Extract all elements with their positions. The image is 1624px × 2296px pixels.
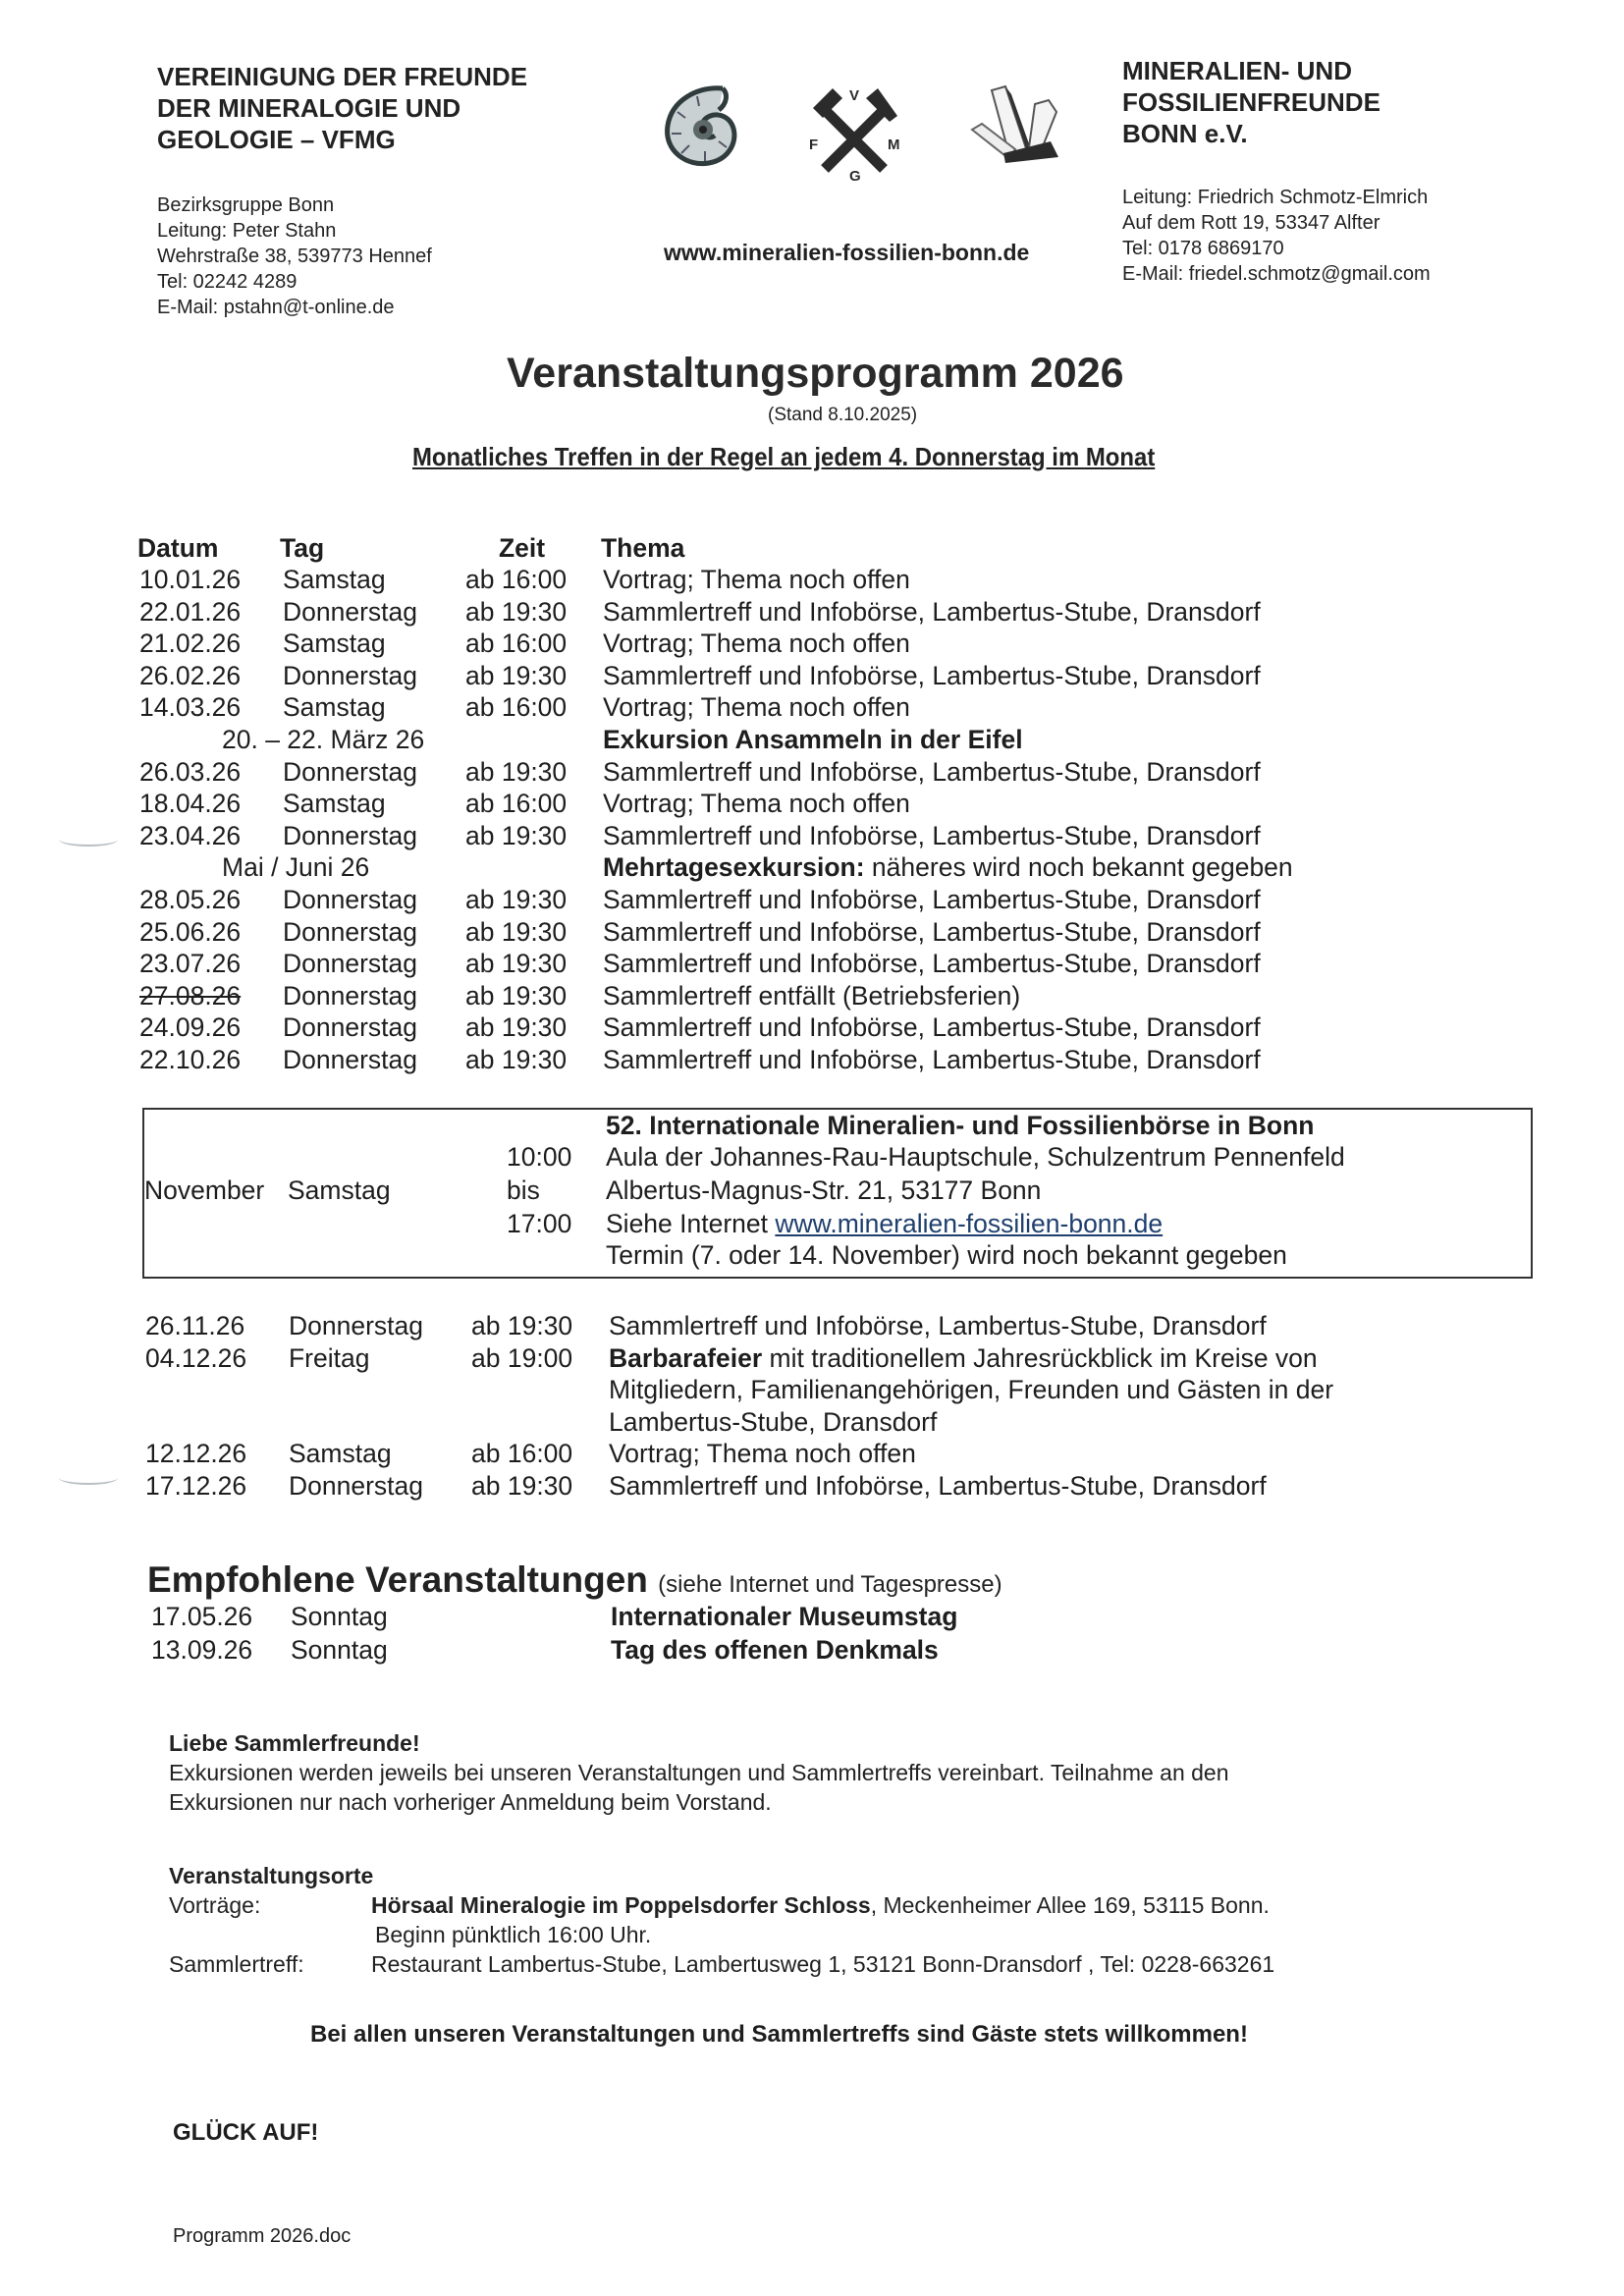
right-org-title-line: BONN e.V. — [1122, 119, 1248, 148]
left-org-email: E-Mail: pstahn@t-online.de — [157, 297, 395, 318]
row-topic — [609, 1470, 1267, 1502]
row-topic-continuation: Lambertus-Stube, Dransdorf — [609, 1406, 938, 1437]
left-org-leader: Leitung: Peter Stahn — [157, 220, 337, 242]
boerse-title: 52. Internationale Mineralien- und Fossilienbörse in Bonn — [606, 1111, 1315, 1140]
row-topic-bold: Barbarafeier — [609, 1342, 763, 1373]
venues-title: Veranstaltungsorte — [169, 1863, 374, 1888]
header-website[interactable]: www.mineralien-fossilien-bonn.de — [664, 240, 1030, 265]
recommended-day: Sonntag — [291, 1602, 388, 1631]
venues-meet-label: Sammlertreff: — [169, 1951, 304, 1977]
row-date: 26.03.26 — [139, 756, 242, 787]
hammer-letter-f: F — [809, 137, 819, 153]
row-topic-text: Sammlertreff und Infobörse, Lambertus-Stube, Dransdorf — [603, 916, 1261, 947]
row-date: 04.12.26 — [145, 1342, 247, 1373]
row-topic-text: Vortrag; Thema noch offen — [603, 692, 910, 723]
left-org-address — [157, 192, 432, 320]
venues-lectures-address: , Meckenheimer Allee 169, 53115 Bonn. — [870, 1892, 1270, 1918]
row-date: 21.02.26 — [139, 629, 242, 659]
page-subtitle: Monatliches Treffen in der Regel an jedem 4. Donnerstag im Monat — [412, 442, 1156, 471]
row-day: Donnerstag — [283, 916, 418, 947]
recommended-date: 13.09.26 — [151, 1635, 253, 1665]
boerse-internet-prefix: Siehe Internet — [606, 1209, 776, 1238]
hammer-letter-v: V — [849, 87, 860, 104]
row-day: Samstag — [283, 692, 386, 723]
row-topic — [603, 660, 1261, 691]
row-day: Freitag — [289, 1342, 370, 1373]
notice — [169, 1728, 1229, 1817]
row-date: 10.01.26 — [139, 565, 242, 594]
row-date: 17.12.26 — [145, 1470, 247, 1501]
recommended-title — [147, 1559, 1002, 1601]
row-topic-text: näheres wird noch bekannt gegeben — [864, 852, 1293, 883]
row-topic-text: Sammlertreff und Infobörse, Lambertus-Stube, Dransdorf — [603, 1012, 1261, 1043]
left-org-phone: Tel: 02242 4289 — [157, 271, 298, 293]
row-topic — [603, 724, 1023, 755]
row-date: Mai / Juni 26 — [222, 852, 370, 883]
right-org-phone: Tel: 0178 6869170 — [1122, 238, 1284, 259]
row-time: ab 19:30 — [465, 885, 568, 914]
row-date: 25.06.26 — [139, 916, 242, 947]
row-topic-text: mit traditionellem Jahresrückblick im Kreise von — [762, 1342, 1318, 1373]
row-time: ab 19:30 — [465, 820, 568, 850]
header-time: Zeit — [499, 533, 546, 563]
row-topic-text: Vortrag; Thema noch offen — [603, 565, 910, 594]
status-date: (Stand 8.10.2025) — [768, 405, 918, 425]
row-time: ab 16:00 — [465, 789, 568, 819]
footer-filename: Programm 2026.doc — [173, 2225, 352, 2247]
right-org-address — [1122, 185, 1431, 287]
farewell: GLÜCK AUF! — [173, 2119, 319, 2146]
row-date: 14.03.26 — [139, 692, 242, 723]
row-topic-text: Sammlertreff und Infobörse, Lambertus-Stube, Dransdorf — [609, 1470, 1267, 1501]
row-topic — [603, 564, 910, 595]
row-time: ab 19:30 — [465, 949, 568, 979]
venues-meet-text: Restaurant Lambertus-Stube, Lambertusweg 1, 53121 Bonn-Dransdorf , Tel: 0228-663261 — [371, 1951, 1275, 1977]
boerse-date-note: Termin (7. oder 14. November) wird noch bekannt gegeben — [606, 1240, 1287, 1270]
recommended-event: Tag des offenen Denkmals — [611, 1635, 939, 1665]
row-date: 18.04.26 — [139, 789, 242, 819]
row-date: 22.01.26 — [139, 596, 242, 627]
row-topic — [603, 980, 1020, 1011]
row-day: Donnerstag — [283, 596, 418, 627]
boerse-internet — [606, 1208, 1163, 1239]
row-topic — [609, 1438, 916, 1469]
venues-lectures-place: Hörsaal Mineralogie im Poppelsdorfer Schloss — [371, 1892, 871, 1918]
row-day: Samstag — [283, 789, 386, 819]
recommended-note: (siehe Internet und Tagespresse) — [658, 1571, 1002, 1598]
left-org-title-line: VEREINIGUNG DER FREUNDE — [157, 62, 528, 91]
page-title: Veranstaltungsprogramm 2026 — [507, 350, 1124, 397]
crossed-hammers-icon — [807, 86, 901, 181]
header-topic: Thema — [601, 533, 685, 563]
ammonite-icon — [658, 82, 748, 169]
row-time: ab 16:00 — [465, 629, 568, 659]
scan-mark — [59, 1471, 118, 1485]
boerse-date: November — [144, 1175, 265, 1205]
row-topic-text: Sammlertreff und Infobörse, Lambertus-Stube, Dransdorf — [603, 1045, 1261, 1074]
row-topic — [603, 628, 910, 659]
right-org-street: Auf dem Rott 19, 53347 Alfter — [1122, 212, 1380, 234]
recommended-heading: Empfohlene Veranstaltungen — [147, 1559, 648, 1600]
row-topic — [603, 788, 910, 819]
row-topic-text: Vortrag; Thema noch offen — [603, 789, 910, 819]
boerse-time-end: 17:00 — [507, 1209, 572, 1238]
hammer-letter-m: M — [888, 137, 900, 153]
row-time: ab 19:30 — [471, 1470, 573, 1501]
row-time: ab 19:30 — [465, 980, 568, 1011]
venues-lectures-row-2 — [169, 1920, 1543, 1949]
row-topic — [603, 851, 1293, 883]
row-time: ab 19:30 — [465, 916, 568, 947]
row-date: 23.07.26 — [139, 949, 242, 979]
row-day: Donnerstag — [283, 949, 418, 979]
row-topic-bold: Mehrtagesexkursion: — [603, 852, 865, 883]
row-day: Samstag — [283, 565, 386, 594]
crystal-icon — [970, 84, 1064, 173]
row-topic-bold: Exkursion Ansammeln in der Eifel — [603, 725, 1023, 754]
recommended-event: Internationaler Museumstag — [611, 1602, 958, 1631]
row-date: 22.10.26 — [139, 1045, 242, 1074]
row-day: Donnerstag — [283, 1012, 418, 1043]
row-time: ab 19:00 — [471, 1342, 573, 1373]
row-day: Donnerstag — [283, 1045, 418, 1074]
boerse-address: Albertus-Magnus-Str. 21, 53177 Bonn — [606, 1175, 1042, 1205]
venues-lectures-start: Beginn pünktlich 16:00 Uhr. — [375, 1922, 652, 1947]
row-time: ab 16:00 — [465, 692, 568, 723]
row-topic-text: Sammlertreff und Infobörse, Lambertus-Stube, Dransdorf — [603, 660, 1261, 690]
row-topic — [603, 1011, 1261, 1043]
row-date: 26.11.26 — [145, 1311, 245, 1340]
row-day: Donnerstag — [289, 1470, 424, 1501]
row-date: 24.09.26 — [139, 1012, 242, 1043]
row-time: ab 16:00 — [471, 1439, 573, 1468]
venues-lectures-text — [371, 1890, 1270, 1920]
right-org-leader: Leitung: Friedrich Schmotz-Elmrich — [1122, 187, 1429, 208]
row-topic — [603, 1044, 1261, 1075]
row-topic — [603, 884, 1261, 915]
row-topic — [603, 948, 1261, 979]
row-date: 12.12.26 — [145, 1439, 247, 1468]
row-topic — [609, 1342, 1318, 1374]
boerse-time-bis: bis — [507, 1175, 540, 1205]
scan-mark — [59, 833, 118, 847]
row-topic-text: Sammlertreff und Infobörse, Lambertus-Stube, Dransdorf — [609, 1311, 1267, 1340]
row-time: ab 19:30 — [465, 660, 568, 690]
left-org-title-line: GEOLOGIE – VFMG — [157, 125, 396, 154]
venues-lectures-row — [169, 1890, 1543, 1920]
left-org-street: Wehrstraße 38, 539773 Hennef — [157, 246, 432, 267]
row-day: Donnerstag — [283, 756, 418, 787]
notice-greeting: Liebe Sammlerfreunde! — [169, 1730, 420, 1756]
right-org-email: E-Mail: friedel.schmotz@gmail.com — [1122, 263, 1431, 285]
row-date: 27.08.26 — [139, 980, 242, 1011]
row-day: Samstag — [283, 629, 386, 659]
boerse-venue: Aula der Johannes-Rau-Hauptschule, Schulzentrum Pennenfeld — [606, 1142, 1345, 1172]
row-topic — [603, 596, 1261, 628]
row-topic — [603, 916, 1261, 948]
row-day: Samstag — [289, 1439, 392, 1468]
row-day: Donnerstag — [283, 820, 418, 850]
notice-line: Exkursionen werden jeweils bei unseren Veranstaltungen und Sammlertreffs vereinbart. Teilnahme an den — [169, 1760, 1229, 1785]
left-org-title-line: DER MINERALOGIE UND — [157, 93, 461, 123]
row-day: Donnerstag — [283, 980, 418, 1011]
boerse-box — [142, 1108, 1533, 1279]
boerse-day: Samstag — [288, 1175, 391, 1205]
row-time: ab 19:30 — [465, 756, 568, 787]
row-topic — [603, 691, 910, 723]
row-time: ab 19:30 — [465, 1045, 568, 1074]
recommended-date: 17.05.26 — [151, 1602, 253, 1631]
header-day: Tag — [280, 533, 325, 563]
row-topic-text: Vortrag; Thema noch offen — [603, 629, 910, 659]
left-org-group: Bezirksgruppe Bonn — [157, 194, 335, 216]
right-org-title — [1122, 55, 1380, 149]
left-org-title — [157, 61, 527, 155]
row-date: 20. – 22. März 26 — [222, 725, 425, 754]
row-time: ab 19:30 — [471, 1311, 573, 1340]
row-date: 28.05.26 — [139, 885, 242, 914]
row-date: 23.04.26 — [139, 820, 242, 850]
row-time: ab 19:30 — [465, 1012, 568, 1043]
row-topic-text: Sammlertreff und Infobörse, Lambertus-Stube, Dransdorf — [603, 820, 1261, 850]
hammer-letter-g: G — [849, 168, 861, 181]
row-day: Donnerstag — [289, 1311, 424, 1340]
boerse-time-start: 10:00 — [507, 1142, 572, 1172]
welcome-message: Bei allen unseren Veranstaltungen und Sammlertreffs sind Gäste stets willkommen! — [310, 2021, 1248, 2048]
row-topic-continuation: Mitgliedern, Familienangehörigen, Freunden und Gästen in der — [609, 1375, 1334, 1404]
boerse-website-link[interactable]: www.mineralien-fossilien-bonn.de — [775, 1209, 1164, 1238]
notice-line: Exkursionen nur nach vorheriger Anmeldung beim Vorstand. — [169, 1789, 772, 1815]
row-topic — [603, 756, 1261, 788]
venues-lectures-label: Vorträge: — [169, 1892, 261, 1918]
row-topic-text: Sammlertreff und Infobörse, Lambertus-Stube, Dransdorf — [603, 949, 1261, 979]
row-day: Donnerstag — [283, 660, 418, 690]
row-topic-text: Sammlertreff und Infobörse, Lambertus-Stube, Dransdorf — [603, 756, 1261, 787]
row-topic — [603, 820, 1261, 851]
venues-meet-row — [169, 1949, 1543, 1979]
row-time: ab 16:00 — [465, 565, 568, 594]
venues — [169, 1861, 1543, 1979]
header-date: Datum — [137, 533, 219, 563]
row-topic-text: Sammlertreff und Infobörse, Lambertus-Stube, Dransdorf — [603, 596, 1261, 627]
row-topic — [609, 1310, 1267, 1341]
row-topic-text: Sammlertreff entfällt (Betriebsferien) — [603, 980, 1021, 1011]
right-org-title-line: FOSSILIENFREUNDE — [1122, 87, 1380, 117]
row-topic-text: Vortrag; Thema noch offen — [609, 1439, 916, 1468]
right-org-title-line: MINERALIEN- UND — [1122, 56, 1352, 85]
row-day: Donnerstag — [283, 885, 418, 914]
row-date: 26.02.26 — [139, 660, 242, 690]
row-topic-text: Sammlertreff und Infobörse, Lambertus-Stube, Dransdorf — [603, 885, 1261, 914]
recommended-day: Sonntag — [291, 1635, 388, 1665]
row-time: ab 19:30 — [465, 596, 568, 627]
